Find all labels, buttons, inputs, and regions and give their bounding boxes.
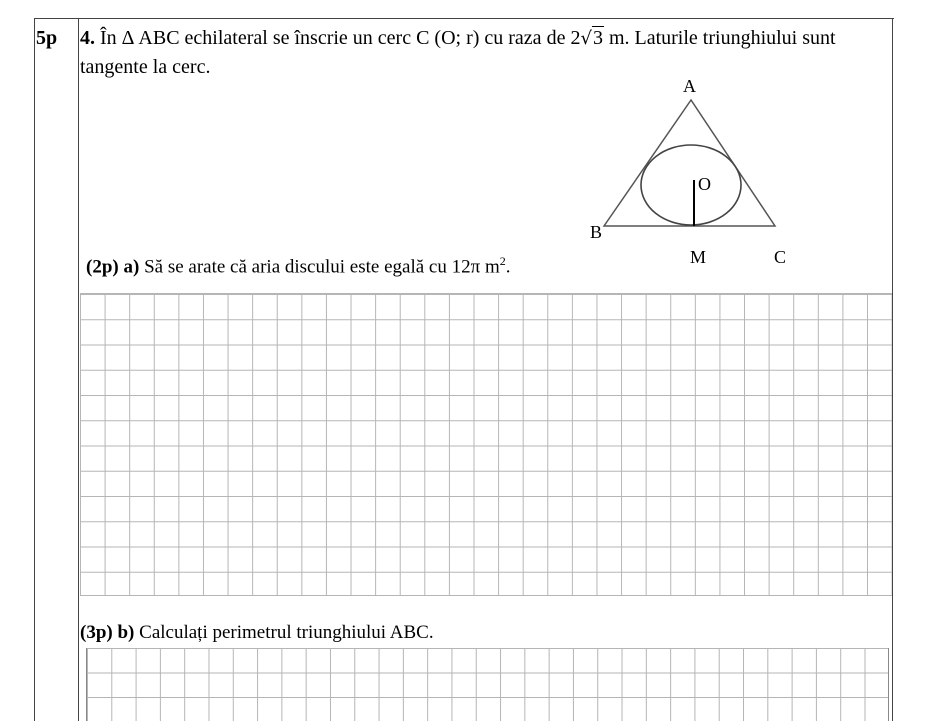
label-a: A <box>683 76 696 96</box>
answer-grid-b[interactable] <box>86 648 889 721</box>
statement-text-2: m. Laturile triunghiului sunt tangente la cerc. <box>80 27 836 78</box>
problem-number: 4. <box>80 27 95 49</box>
triangle-figure <box>580 72 820 272</box>
answer-grid-a[interactable] <box>80 293 892 596</box>
frame-top-border <box>34 18 894 19</box>
part-b-text: Calculați perimetrul triunghiului ABC. <box>134 622 434 643</box>
part-a-points: (2p) <box>86 256 119 278</box>
statement-text-1: În Δ ABC echilateral se înscrie un cerc C (O; r) cu raza de 2 <box>95 27 581 49</box>
points-column-separator <box>78 18 79 721</box>
radical-sign: √ <box>580 28 592 49</box>
part-a-exponent: 2 <box>499 254 506 268</box>
problem-points: 5p <box>36 27 58 49</box>
part-b-question <box>80 622 434 644</box>
triangle-abc <box>604 100 775 226</box>
part-a-letter: a) <box>123 256 140 278</box>
part-b-letter: b) <box>117 622 135 643</box>
part-a-end: . <box>505 256 511 278</box>
radicand: 3 <box>592 27 603 49</box>
inscribed-circle <box>641 145 741 225</box>
label-b: B <box>590 222 603 242</box>
frame-right-border <box>892 18 893 721</box>
part-b-points: (3p) <box>80 622 113 643</box>
label-c: C <box>774 247 787 267</box>
sqrt-expression <box>580 27 603 49</box>
frame-left-border <box>34 18 35 721</box>
label-o: O <box>698 174 711 194</box>
part-a-question <box>86 254 510 278</box>
label-m: M <box>690 247 707 267</box>
part-a-text: Să se arate că aria discului este egală cu 12π m <box>139 256 500 278</box>
